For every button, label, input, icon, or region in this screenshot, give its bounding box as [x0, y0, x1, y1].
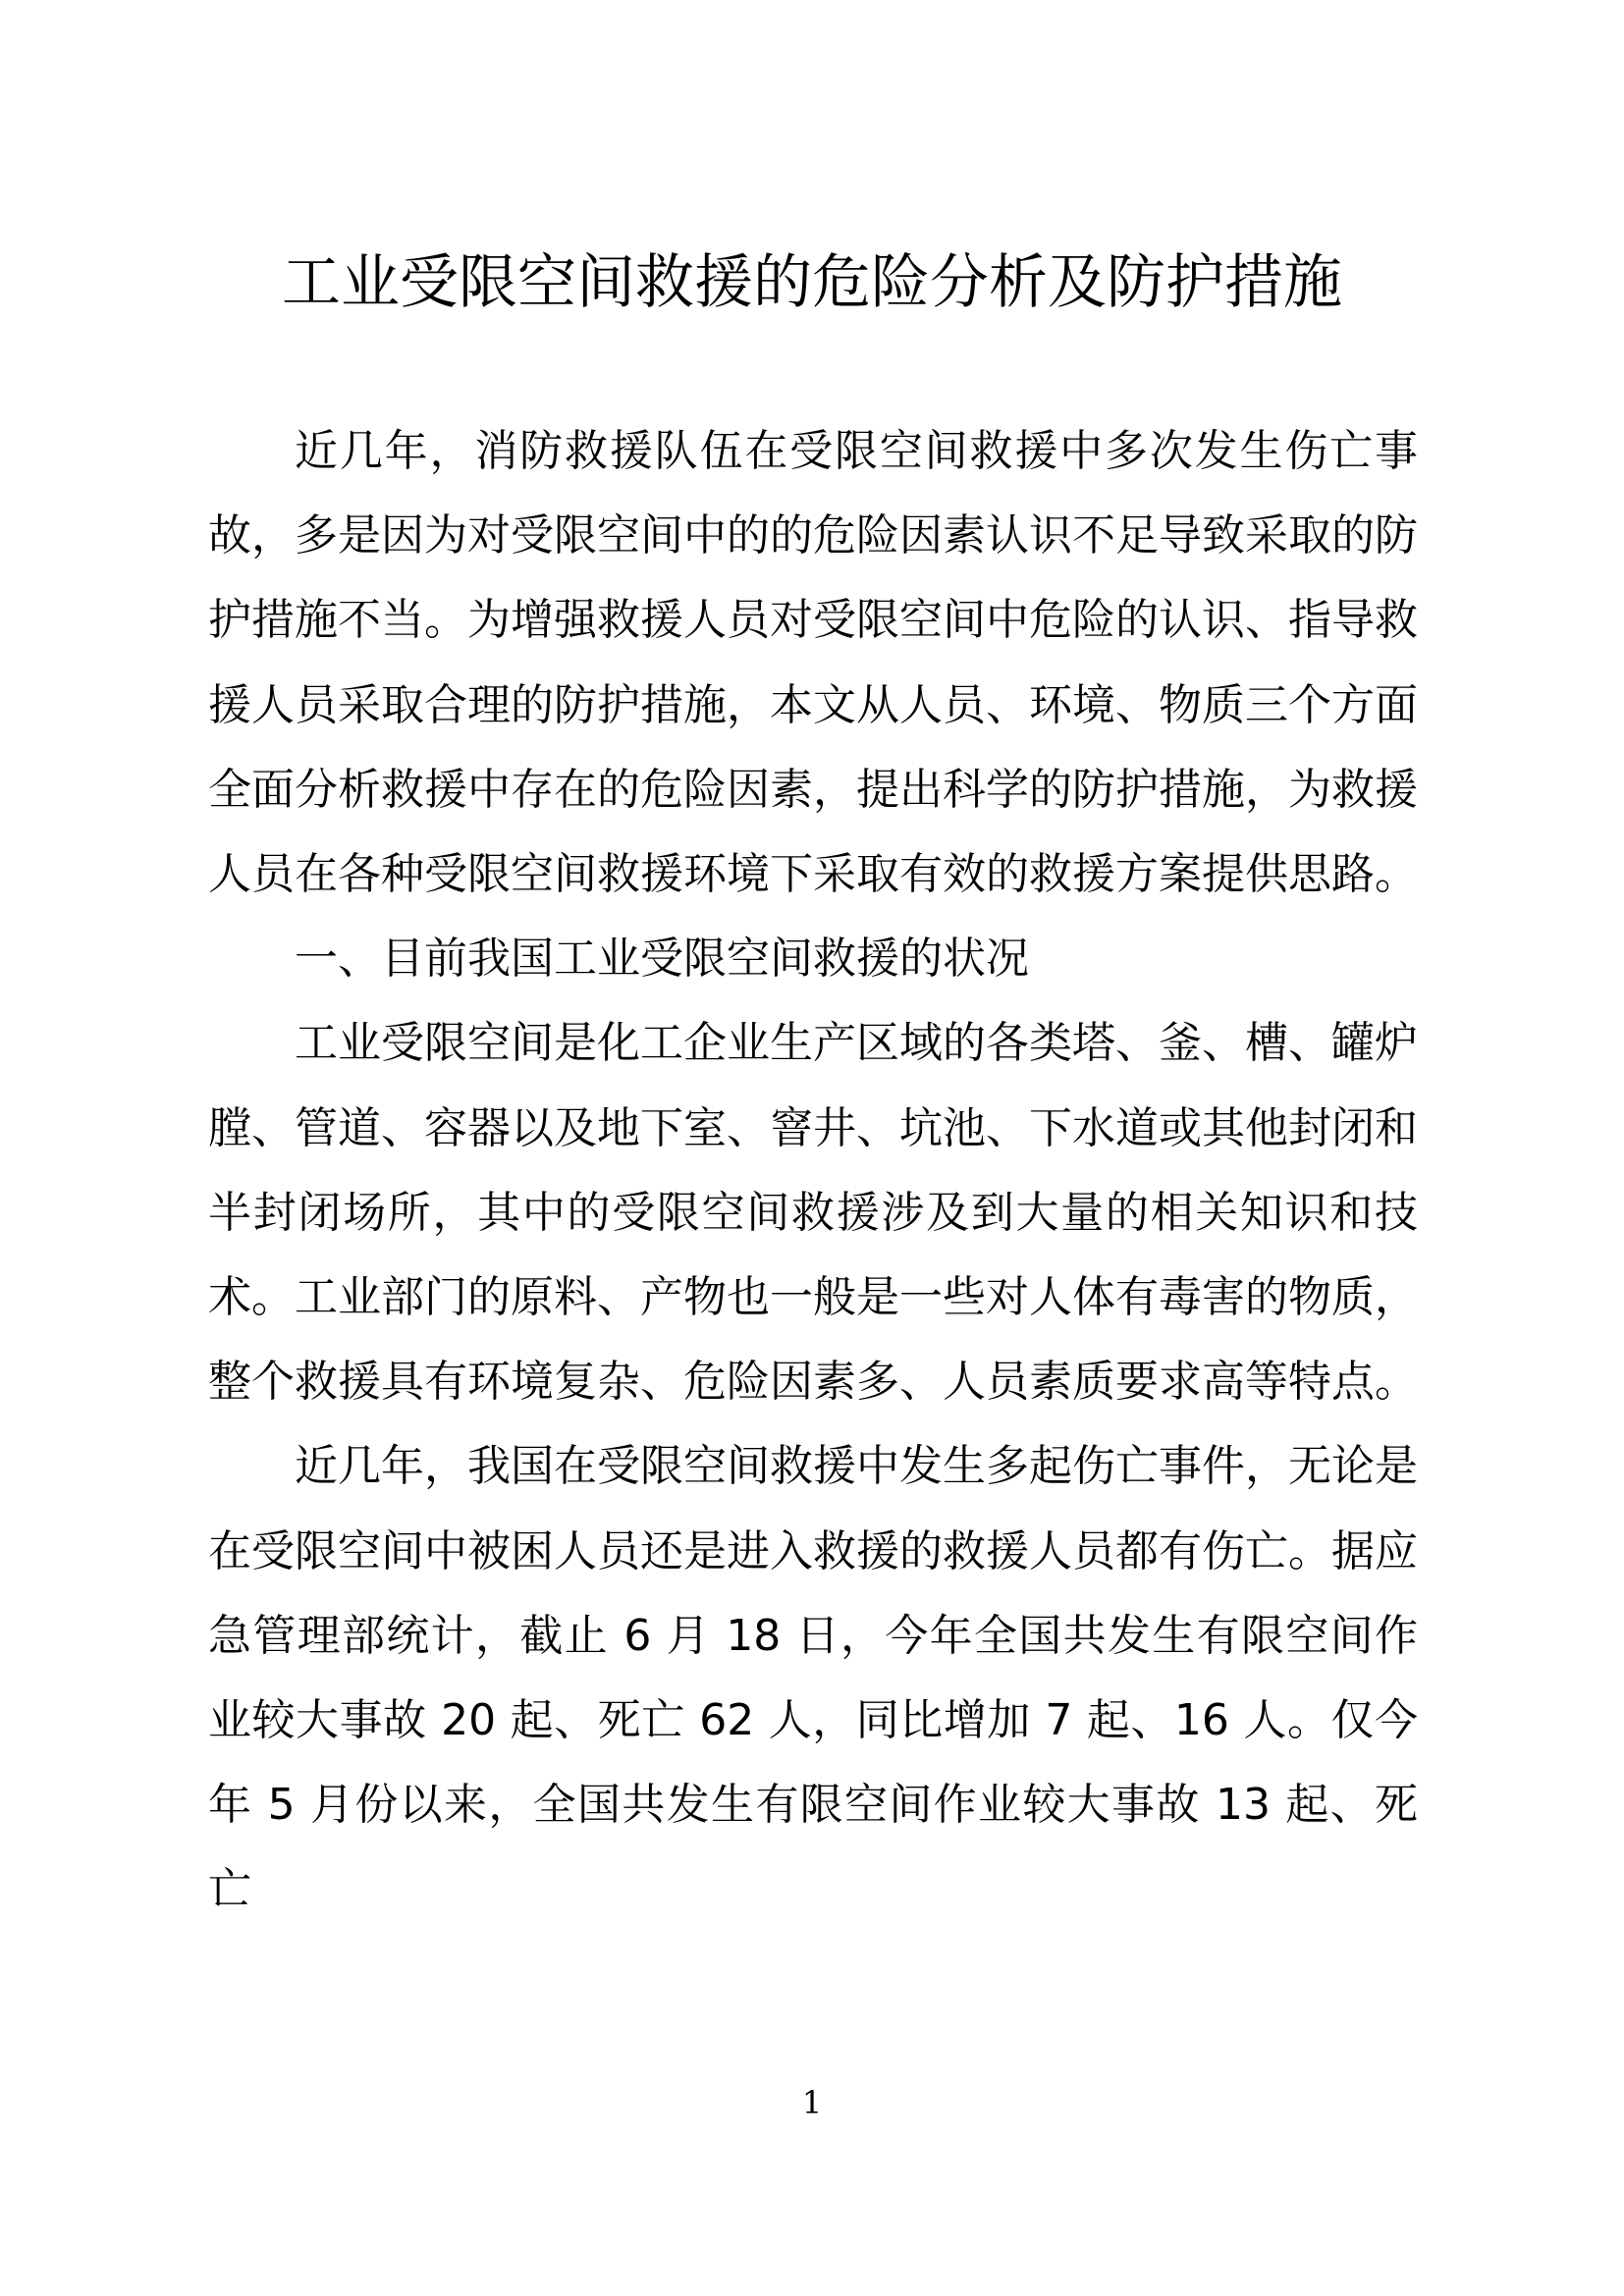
section-heading-1: 一、目前我国工业受限空间救援的状况 — [295, 934, 1029, 985]
paragraph-intro: 近几年，消防救援队伍在受限空间救援中多次发生伤亡事故，多是因为对受限空间中的的危险因素认识不足导致采取的防护措施不当。为增强救援人员对受限空间中危险的认识、指导救援人员采取合理的防护措施，本文从人员、环境、物质三个方面全面分析救援中存在的危险因素，提出科学的防护措施，为救援人员在各种受限空间救援环境下采取有效的救援方案提供思路。 — [208, 426, 1418, 900]
document-title: 工业受限空间救援的危险分析及防护措施 — [282, 248, 1342, 317]
page-number: 1 — [801, 2084, 823, 2121]
paragraph-statistics: 近几年，我国在受限空间救援中发生多起伤亡事件，无论是在受限空间中被困人员还是进入救援的救援人员都有伤亡。据应急管理部统计，截止 6 月 18 日，今年全国共发生有限空间作业较大事故 20 起、死亡 62 人，同比增加 7 起、16 人。仅今年 5 月份以来，全国共发生有限空间作业较大事故 13 起、死亡 — [208, 1441, 1418, 1915]
document-body — [208, 409, 1418, 1933]
paragraph-definition: 工业受限空间是化工企业生产区域的各类塔、釜、槽、罐炉膛、管道、容器以及地下室、窨井、坑池、下水道或其他封闭和半封闭场所，其中的受限空间救援涉及到大量的相关知识和技术。工业部门的原料、产物也一般是一些对人体有毒害的物质，整个救援具有环境复杂、危险因素多、人员素质要求高等特点。 — [208, 1018, 1418, 1408]
